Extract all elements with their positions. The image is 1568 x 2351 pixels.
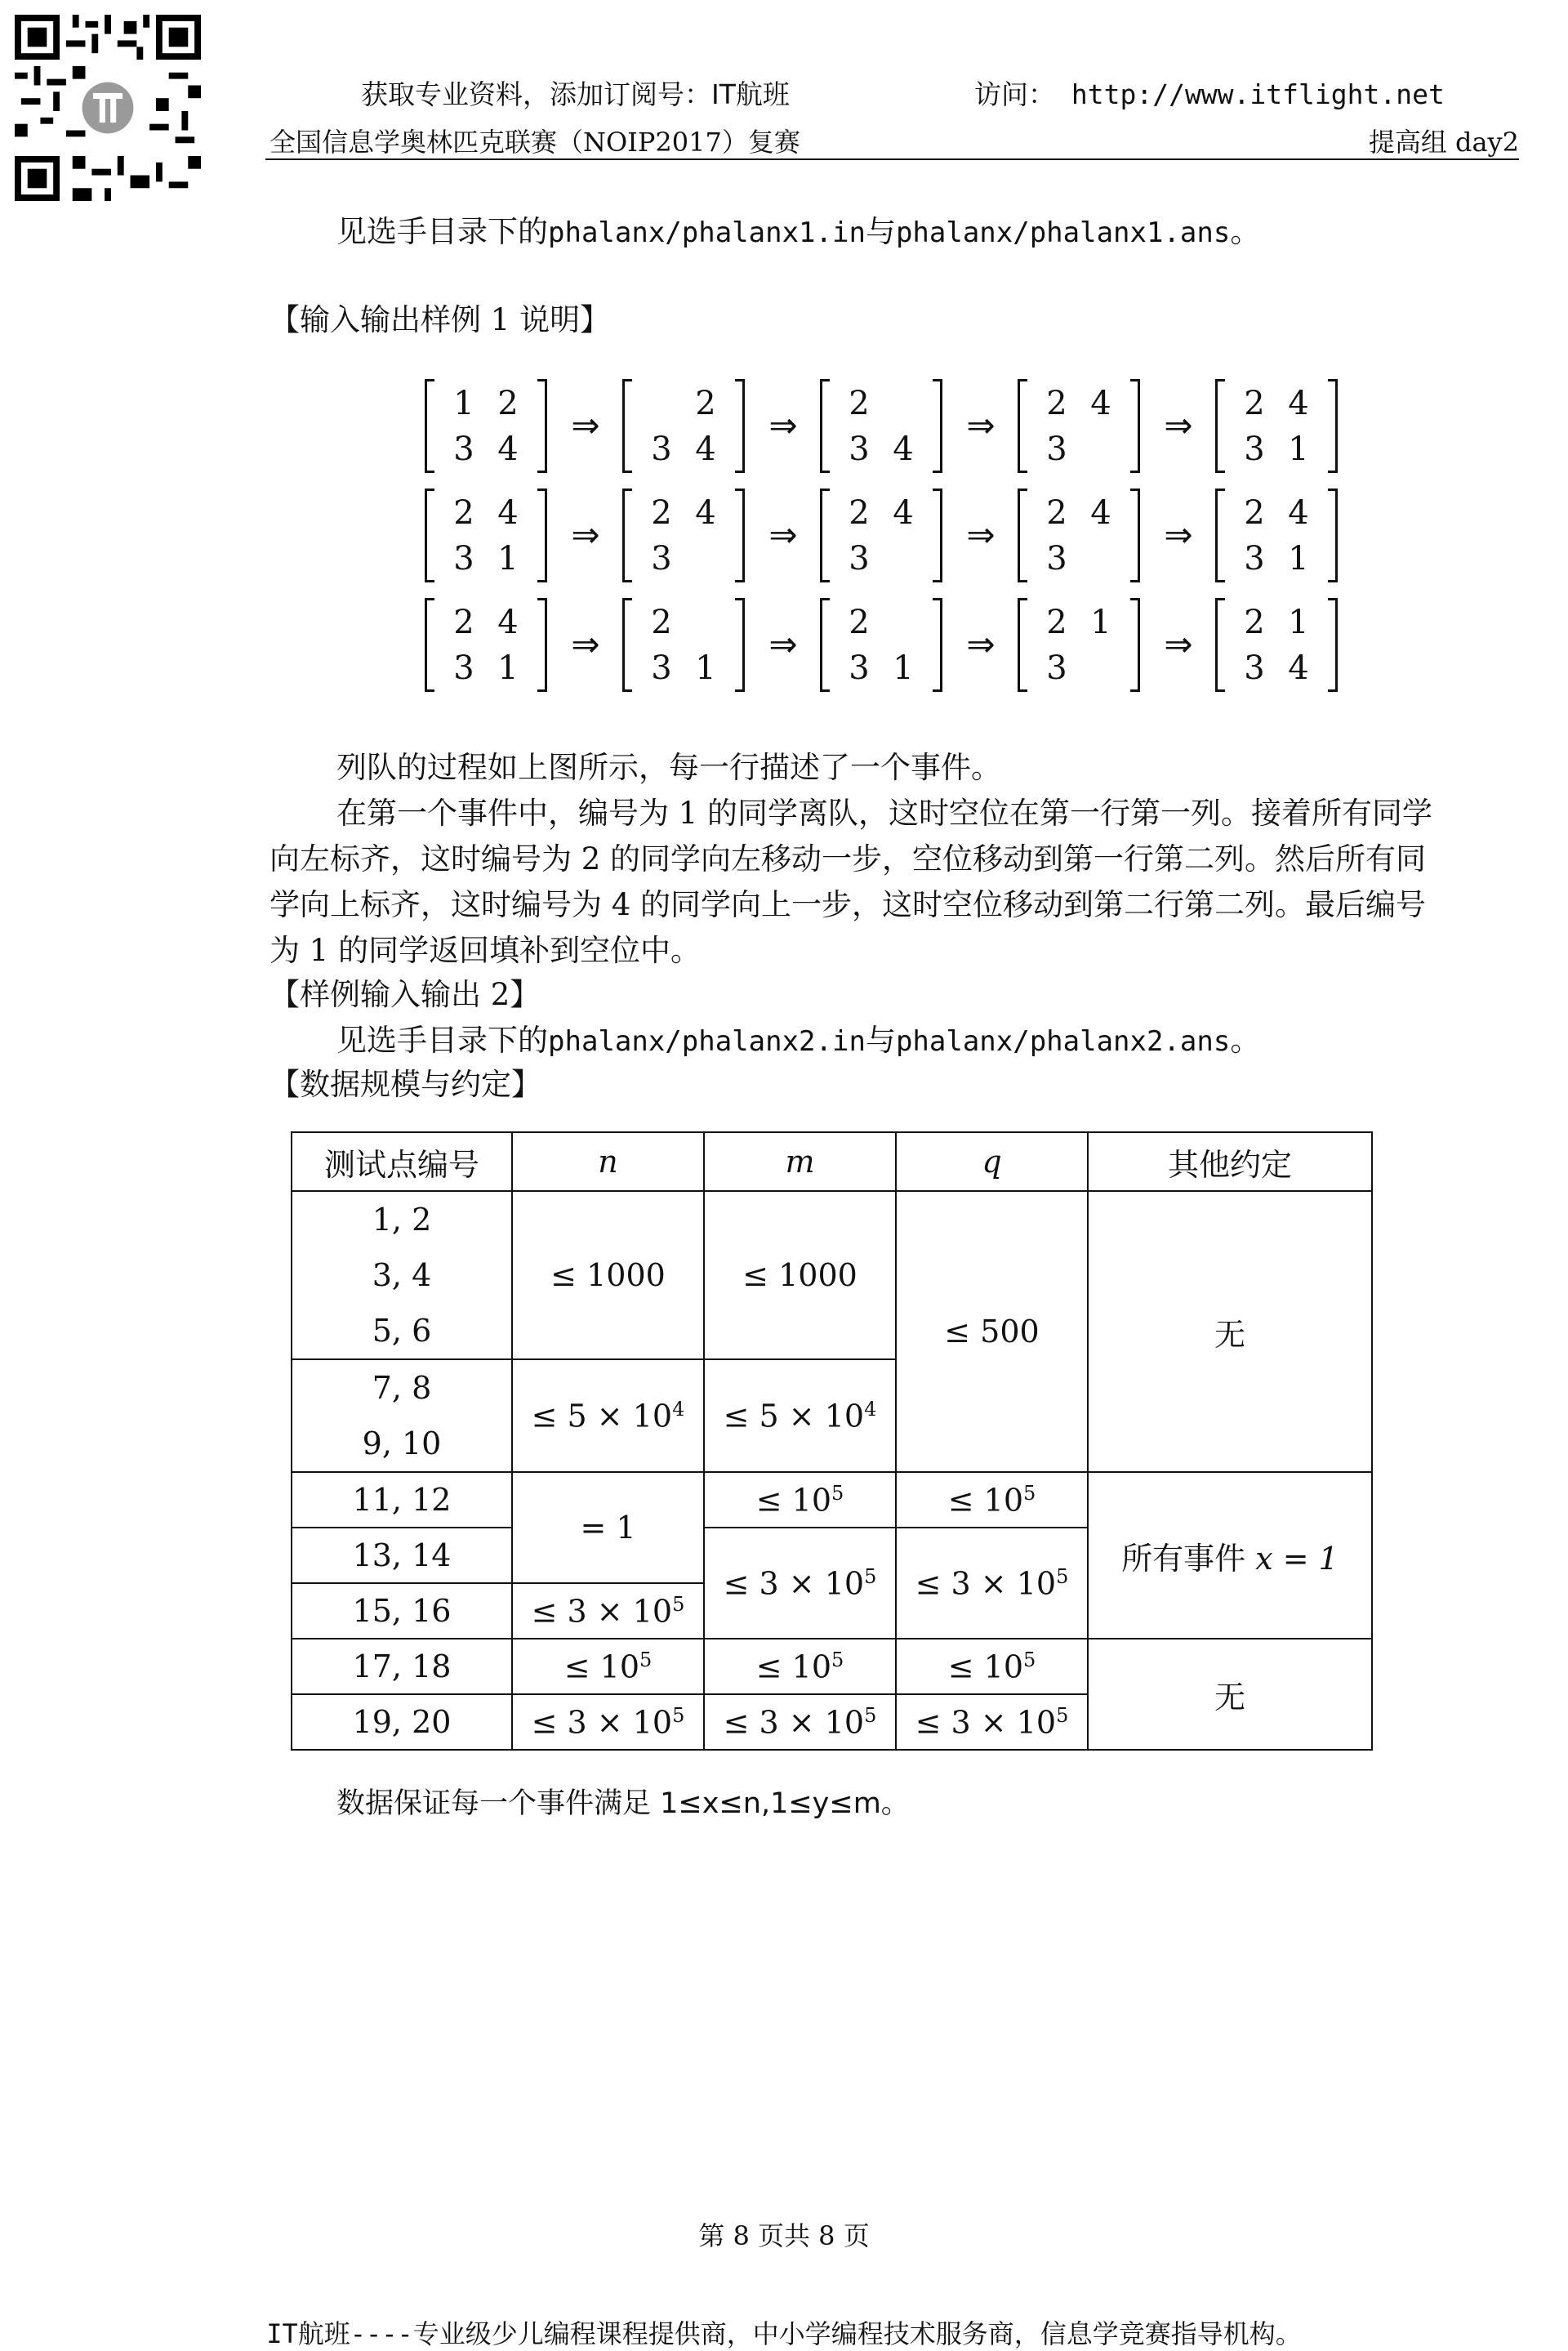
- left-bracket: [622, 379, 632, 473]
- explanation-line-4: 学向上标齐，这时编号为 4 的同学向上一步，这时空位移动到第二行第二列。最后编号: [270, 887, 1427, 922]
- matrix-event-row: [425, 595, 1364, 697]
- id-text: 7, 8: [372, 1370, 432, 1406]
- matrix: [425, 485, 547, 587]
- matrix-cell: 2: [1244, 385, 1265, 422]
- matrix: [820, 595, 942, 697]
- right-bracket: [933, 379, 942, 473]
- q-cell: [896, 1694, 1088, 1750]
- sample2-line: [336, 1018, 1260, 1064]
- matrix-cell: 4: [1288, 494, 1309, 532]
- matrix-cell: 2: [849, 604, 870, 641]
- matrix-cell: 2: [695, 385, 716, 422]
- sample2-in-file: phalanx/phalanx2.in: [548, 1025, 866, 1058]
- matrix-cell: 3: [453, 540, 474, 578]
- matrix-cell: 4: [497, 604, 519, 641]
- right-bracket: [933, 598, 942, 692]
- m-exponent: 5: [831, 1648, 844, 1671]
- matrix-cell: 4: [893, 494, 914, 532]
- matrix-cell: 1: [893, 649, 914, 687]
- explanation-line-1: 列队的过程如上图所示，每一行描述了一个事件。: [336, 750, 1001, 785]
- m-cell: ≤ 1000: [704, 1191, 896, 1359]
- id-cell: 19, 20: [292, 1694, 512, 1750]
- sample2-mid: 与: [865, 1023, 896, 1058]
- matrix-cell: 2: [1046, 385, 1067, 422]
- sample1-mid: 与: [865, 214, 896, 249]
- matrix-cell: 4: [497, 494, 519, 532]
- matrix-cell: 3: [651, 649, 672, 687]
- matrix-cell: 2: [651, 494, 672, 532]
- id-cell: 11, 12: [292, 1472, 512, 1528]
- promo-header-url[interactable]: 访问： http://www.itflight.net: [974, 78, 1445, 110]
- matrix-cell: 3: [651, 540, 672, 578]
- matrix-cell: 3: [1244, 540, 1265, 578]
- page-number: 第 8 页共 8 页: [698, 2220, 870, 2251]
- matrix-cell: 3: [1046, 430, 1067, 468]
- q-value: ≤ 3 × 10: [915, 1704, 1057, 1741]
- left-bracket: [1215, 598, 1225, 692]
- other-cell: 无: [1088, 1639, 1372, 1750]
- matrix: [820, 485, 942, 587]
- left-bracket: [1215, 379, 1225, 473]
- matrix: [622, 376, 745, 478]
- explanation-line-3: 向左标齐，这时编号为 2 的同学向左移动一步，空位移动到第一行第二列。然后所有同: [270, 841, 1427, 877]
- right-bracket: [1328, 379, 1338, 473]
- n-value: ≤ 10: [564, 1648, 639, 1685]
- implies-arrow-icon: ⇒: [1164, 405, 1193, 445]
- other-math: x = 1: [1255, 1540, 1339, 1577]
- left-bracket: [425, 379, 434, 473]
- n-cell: = 1: [512, 1472, 704, 1583]
- left-bracket: [820, 598, 830, 692]
- matrix-cell: 1: [1288, 430, 1309, 468]
- m-exponent: 5: [831, 1481, 844, 1505]
- matrix: [1215, 376, 1338, 478]
- matrix-cell: 2: [1244, 604, 1265, 641]
- q-value: ≤ 10: [947, 1648, 1023, 1685]
- id-cell: 15, 16: [292, 1583, 512, 1639]
- table-row: [292, 1472, 1372, 1528]
- implies-arrow-icon: ⇒: [571, 515, 600, 555]
- matrix-cell: 4: [695, 494, 716, 532]
- n-exponent: 5: [672, 1592, 685, 1616]
- id-cell-7-10: [292, 1359, 512, 1472]
- implies-arrow-icon: ⇒: [1164, 515, 1193, 555]
- matrix-diagram: [425, 376, 1364, 703]
- matrix-cell: 3: [453, 430, 474, 468]
- n-value: ≤ 3 × 10: [531, 1704, 673, 1741]
- n-value: ≤ 5 × 10: [531, 1398, 673, 1434]
- m-cell: [704, 1694, 896, 1750]
- q-cell: [896, 1472, 1088, 1528]
- matrix-cell: 4: [497, 430, 519, 468]
- implies-arrow-icon: ⇒: [966, 515, 996, 555]
- matrix-cell: 2: [497, 385, 519, 422]
- col-header-q: q: [896, 1132, 1088, 1191]
- n-cell: [512, 1694, 704, 1750]
- matrix-cell: 1: [497, 540, 519, 578]
- implies-arrow-icon: ⇒: [768, 624, 798, 664]
- promo-header-left: 获取专业资料，添加订阅号：IT航班: [361, 78, 790, 110]
- right-bracket: [1328, 598, 1338, 692]
- matrix-cell: 4: [695, 430, 716, 468]
- matrix-cell: 1: [453, 385, 474, 422]
- id-text: 9, 10: [362, 1425, 442, 1461]
- q-exponent: 5: [1056, 1564, 1069, 1588]
- qr-code-image: [15, 15, 201, 201]
- header-rule: [265, 158, 1519, 160]
- id-text: 3, 4: [372, 1257, 432, 1293]
- implies-arrow-icon: ⇒: [1164, 624, 1193, 664]
- sample1-suffix: 。: [1230, 214, 1261, 249]
- matrix-cell: 4: [893, 430, 914, 468]
- matrix: [425, 376, 547, 478]
- matrix-cell: 2: [849, 494, 870, 532]
- n-exponent: 4: [672, 1397, 685, 1421]
- matrix-cell: 2: [453, 604, 474, 641]
- matrix-cell: 4: [1288, 649, 1309, 687]
- matrix: [820, 376, 942, 478]
- data-guarantee: 数据保证每一个事件满足 1≤x≤n,1≤y≤m。: [336, 1787, 910, 1820]
- matrix-cell: 1: [695, 649, 716, 687]
- matrix-cell: 3: [1046, 540, 1067, 578]
- q-value: ≤ 10: [947, 1482, 1023, 1519]
- matrix-event-row: [425, 376, 1364, 478]
- q-exponent: 5: [1056, 1703, 1069, 1727]
- left-bracket: [622, 488, 632, 582]
- left-bracket: [622, 598, 632, 692]
- col-header-n: n: [512, 1132, 704, 1191]
- right-bracket: [537, 488, 547, 582]
- matrix-cell: 2: [651, 604, 672, 641]
- m-cell: [704, 1528, 896, 1639]
- matrix: [1215, 595, 1338, 697]
- n-cell: [512, 1583, 704, 1639]
- data-scale-table: [291, 1131, 1373, 1751]
- matrix: [1018, 595, 1140, 697]
- matrix-cell: 1: [1090, 604, 1111, 641]
- m-exponent: 5: [864, 1703, 877, 1727]
- m-cell: [704, 1472, 896, 1528]
- m-exponent: 5: [864, 1564, 877, 1588]
- footer-promo: IT航班----专业级少儿编程课程提供商，中小学编程技术服务商，信息学竞赛指导机构。: [266, 2318, 1302, 2349]
- left-bracket: [1215, 488, 1225, 582]
- right-bracket: [1130, 379, 1140, 473]
- right-bracket: [735, 598, 745, 692]
- n-cell: [512, 1359, 704, 1472]
- m-exponent: 4: [864, 1397, 877, 1421]
- explain-heading: 【输入输出样例 1 说明】: [270, 302, 611, 337]
- right-bracket: [1130, 598, 1140, 692]
- m-cell: [704, 1359, 896, 1472]
- matrix-cell: 2: [849, 385, 870, 422]
- m-value: ≤ 3 × 10: [723, 1704, 865, 1741]
- q-cell: [896, 1528, 1088, 1639]
- matrix: [622, 485, 745, 587]
- right-bracket: [735, 488, 745, 582]
- matrix-cell: 1: [1288, 604, 1309, 641]
- matrix-event-row: [425, 485, 1364, 587]
- sample2-prefix: 见选手目录下的: [336, 1023, 548, 1058]
- id-cell-1-6: [292, 1191, 512, 1359]
- col-header-other: 其他约定: [1088, 1132, 1372, 1191]
- matrix-cell: 2: [1046, 494, 1067, 532]
- table-header-row: [292, 1132, 1372, 1191]
- scale-heading: 【数据规模与约定】: [270, 1067, 541, 1102]
- implies-arrow-icon: ⇒: [571, 624, 600, 664]
- right-bracket: [537, 598, 547, 692]
- sample2-suffix: 。: [1230, 1023, 1261, 1058]
- other-cell: 无: [1088, 1191, 1372, 1472]
- matrix-cell: 3: [849, 430, 870, 468]
- matrix-cell: 4: [1090, 385, 1111, 422]
- explanation-line-5: 为 1 的同学返回填补到空位中。: [270, 933, 702, 968]
- matrix-cell: 2: [1046, 604, 1067, 641]
- id-text: 5, 6: [372, 1313, 432, 1349]
- matrix: [425, 595, 547, 697]
- n-exponent: 5: [672, 1703, 685, 1727]
- other-cell: [1088, 1472, 1372, 1639]
- matrix-cell: 3: [453, 649, 474, 687]
- implies-arrow-icon: ⇒: [768, 515, 798, 555]
- q-exponent: 5: [1023, 1481, 1036, 1505]
- matrix-cell: 1: [1288, 540, 1309, 578]
- matrix: [1215, 485, 1338, 587]
- m-value: ≤ 10: [755, 1648, 831, 1685]
- m-value: ≤ 10: [755, 1482, 831, 1519]
- m-cell: [704, 1639, 896, 1694]
- right-bracket: [735, 379, 745, 473]
- col-header-m: m: [704, 1132, 896, 1191]
- sample2-ans-file: phalanx/phalanx2.ans: [895, 1025, 1231, 1058]
- implies-arrow-icon: ⇒: [768, 405, 798, 445]
- sample1-prefix: 见选手目录下的: [336, 214, 548, 249]
- left-bracket: [425, 598, 434, 692]
- left-bracket: [425, 488, 434, 582]
- running-header-group: 提高组 day2: [1368, 127, 1519, 158]
- right-bracket: [1328, 488, 1338, 582]
- implies-arrow-icon: ⇒: [571, 405, 600, 445]
- id-cell: 13, 14: [292, 1528, 512, 1583]
- q-cell: ≤ 500: [896, 1191, 1088, 1472]
- matrix-cell: 1: [497, 649, 519, 687]
- matrix: [622, 595, 745, 697]
- m-value: ≤ 5 × 10: [723, 1398, 865, 1434]
- matrix-cell: 2: [453, 494, 474, 532]
- matrix-cell: 3: [1244, 430, 1265, 468]
- running-header-title: 全国信息学奥林匹克联赛（NOIP2017）复赛: [270, 127, 800, 158]
- n-cell: ≤ 1000: [512, 1191, 704, 1359]
- matrix: [1018, 376, 1140, 478]
- q-cell: [896, 1639, 1088, 1694]
- q-value: ≤ 3 × 10: [915, 1565, 1057, 1602]
- right-bracket: [933, 488, 942, 582]
- sample1-in-file: phalanx/phalanx1.in: [548, 216, 866, 249]
- other-text: 所有事件: [1121, 1540, 1246, 1577]
- matrix-cell: 3: [1046, 649, 1067, 687]
- implies-arrow-icon: ⇒: [966, 405, 996, 445]
- sample1-ans-file: phalanx/phalanx1.ans: [895, 216, 1231, 249]
- left-bracket: [1018, 488, 1027, 582]
- implies-arrow-icon: ⇒: [966, 624, 996, 664]
- n-value: ≤ 3 × 10: [531, 1593, 673, 1630]
- sample2-heading: 【样例输入输出 2】: [270, 977, 541, 1012]
- matrix: [1018, 485, 1140, 587]
- matrix-cell: 2: [1244, 494, 1265, 532]
- table-row: [292, 1639, 1372, 1694]
- m-value: ≤ 3 × 10: [723, 1565, 865, 1602]
- matrix-cell: 3: [651, 430, 672, 468]
- matrix-cell: 3: [1244, 649, 1265, 687]
- explanation-paragraph: [270, 745, 1523, 974]
- matrix-cell: 4: [1288, 385, 1309, 422]
- table-row: [292, 1191, 1372, 1359]
- left-bracket: [820, 488, 830, 582]
- n-cell: [512, 1639, 704, 1694]
- right-bracket: [537, 379, 547, 473]
- n-exponent: 5: [639, 1648, 653, 1671]
- col-header-id: 测试点编号: [292, 1132, 512, 1191]
- sample1-line: [336, 209, 1260, 256]
- id-cell: 17, 18: [292, 1639, 512, 1694]
- explanation-line-2: 在第一个事件中，编号为 1 的同学离队，这时空位在第一行第一列。接着所有同学: [336, 796, 1433, 831]
- q-exponent: 5: [1023, 1648, 1036, 1671]
- left-bracket: [820, 379, 830, 473]
- matrix-cell: 4: [1090, 494, 1111, 532]
- right-bracket: [1130, 488, 1140, 582]
- left-bracket: [1018, 598, 1027, 692]
- matrix-cell: 3: [849, 649, 870, 687]
- matrix-cell: 3: [849, 540, 870, 578]
- id-text: 1, 2: [372, 1202, 432, 1238]
- left-bracket: [1018, 379, 1027, 473]
